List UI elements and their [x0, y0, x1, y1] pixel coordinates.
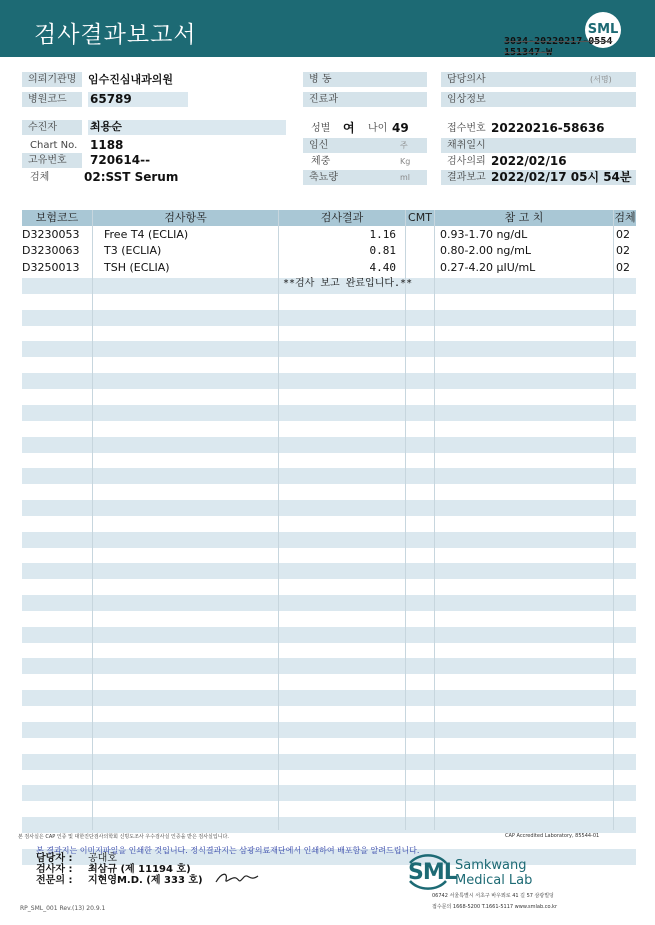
manager-label: 담당자 :	[36, 853, 73, 864]
row-specimen: 02	[616, 244, 630, 257]
report-id	[504, 36, 612, 58]
col-divider	[613, 210, 614, 830]
table-stripe-row	[22, 563, 636, 579]
pregnancy-label: 임신	[303, 138, 427, 153]
age-value: 49	[392, 121, 409, 135]
col-header-item: 검사항목	[164, 211, 207, 224]
row-specimen: 02	[616, 261, 630, 274]
lab-address: 06742 서울특별시 서초구 바우뫼로 41 길 57 삼광빌딩	[432, 893, 554, 899]
row-code: D3230053	[22, 228, 80, 241]
row-item: TSH (ECLIA)	[104, 261, 170, 274]
table-stripe-row	[22, 722, 636, 738]
accreditation-note: 본 검사실은 CAP 인증 및 대한진단검사의학회 신빙도조사 우수검사실 인증을 받은 검사실입니다.	[18, 834, 229, 840]
lab-logo-arc	[404, 851, 452, 891]
doctor-value: (서명)	[590, 75, 612, 84]
cap-note: CAP Accredited Laboratory, 85544-01	[505, 833, 600, 839]
row-code: D3230063	[22, 244, 80, 257]
col-divider	[278, 210, 279, 830]
lab-name-line2: Medical Lab	[455, 873, 533, 888]
sex-label: 성별	[311, 123, 331, 134]
patient-name-value: 최용순	[90, 120, 122, 133]
specialist-value: 지현영M.D. (제 333 호)	[88, 875, 203, 886]
specimen-label: 검체	[30, 172, 50, 183]
table-stripe-row	[22, 500, 636, 516]
page-title: 검사결과보고서	[34, 22, 197, 48]
row-reference: 0.27-4.20 μIU/mL	[440, 261, 536, 274]
table-stripe-row	[22, 785, 636, 801]
form-code: RP_SML_001 Rev.(13) 20.9.1	[20, 905, 106, 912]
col-header-reference: 참 고 치	[504, 211, 544, 224]
col-header-specimen: 검체	[614, 211, 636, 224]
lab-contact: 접수문의 1668-5200 T.1661-5117 www.smlab.co.kr	[432, 904, 557, 910]
table-stripe-row	[22, 373, 636, 389]
institution-label: 의뢰기관명	[22, 72, 82, 87]
row-code: D3250013	[22, 261, 80, 274]
manager-value: 공대호	[88, 853, 117, 864]
table-stripe-row	[22, 595, 636, 611]
signature-image	[214, 868, 260, 886]
table-stripe-row	[22, 627, 636, 643]
col-header-result: 검사결과	[320, 211, 364, 224]
table-stripe-row	[22, 817, 636, 833]
col-divider	[405, 210, 406, 830]
age-label: 나이	[368, 123, 388, 134]
table-stripe-row	[22, 690, 636, 706]
row-result: 0.81	[369, 244, 396, 257]
report-label: 결과보고	[441, 170, 636, 185]
sex-value: 여	[343, 121, 355, 135]
table-stripe-row	[22, 658, 636, 674]
col-divider	[92, 210, 93, 830]
col-header-code: 보험코드	[35, 211, 79, 224]
urine-unit: ml	[400, 173, 411, 182]
request-label: 검사의뢰	[441, 154, 489, 169]
table-stripe-row	[22, 437, 636, 453]
institution-value: 임수진심내과의원	[88, 73, 174, 86]
chart-value: 1188	[90, 138, 124, 152]
row-item: T3 (ECLIA)	[104, 244, 162, 257]
specimen-value: 02:SST Serum	[84, 170, 179, 184]
table-stripe-row	[22, 532, 636, 548]
weight-unit: Kg	[400, 157, 411, 166]
print-notice: 본 결과지는 이미지파일을 인쇄한 것입니다. 정식결과지는 삼광의료재단에서 인쇄하여 배포함을 알려드립니다.	[36, 846, 420, 855]
report-value: 2022/02/17 05시 54분	[491, 170, 632, 184]
col-header-cmt: CMT	[408, 211, 432, 224]
accession-value: 20220216-58636	[491, 121, 605, 135]
col-divider	[434, 210, 435, 830]
table-stripe-row	[22, 405, 636, 421]
hospital-code-label: 병원코드	[22, 92, 82, 107]
table-stripe-row	[22, 754, 636, 770]
dept-label: 진료과	[303, 92, 427, 107]
unique-id-label: 고유번호	[22, 153, 82, 168]
pregnancy-unit: 주	[400, 141, 408, 150]
request-value: 2022/02/16	[491, 154, 567, 168]
doctor-label: 담당의사	[441, 72, 636, 87]
sml-logo-text: SML	[587, 22, 619, 37]
row-result: 4.40	[369, 261, 396, 274]
collection-label: 채취일시	[441, 138, 636, 153]
report-id-line1: 3034-20220217-0554	[504, 36, 613, 47]
ward-label: 병 동	[303, 72, 427, 87]
report-id-line2: 151347-W	[504, 47, 553, 58]
row-result: 1.16	[369, 228, 396, 241]
clinical-label: 임상정보	[441, 92, 636, 107]
accession-label: 접수번호	[441, 121, 489, 136]
row-reference: 0.80-2.00 ng/mL	[440, 244, 531, 257]
weight-label: 체중	[311, 156, 331, 167]
row-reference: 0.93-1.70 ng/dL	[440, 228, 528, 241]
lab-name-line1: Samkwang	[455, 858, 527, 873]
specialist-label: 전문의 :	[36, 875, 73, 886]
hospital-code-value: 65789	[90, 92, 132, 106]
inspector-label: 검사자 :	[36, 864, 73, 875]
chart-label: Chart No.	[30, 140, 78, 151]
urine-label: 축뇨량	[303, 170, 427, 185]
table-stripe-row	[22, 468, 636, 484]
inspector-value: 최삼규 (제 11194 호)	[88, 864, 191, 875]
completion-note: **검사 보고 완료입니다.**	[283, 278, 413, 289]
table-stripe-row	[22, 341, 636, 357]
table-stripe-row	[22, 310, 636, 326]
patient-name-label: 수진자	[22, 120, 82, 135]
unique-id-value: 720614--	[90, 153, 151, 167]
row-item: Free T4 (ECLIA)	[104, 228, 189, 241]
lab-logo: SML	[408, 860, 457, 885]
row-specimen: 02	[616, 228, 630, 241]
